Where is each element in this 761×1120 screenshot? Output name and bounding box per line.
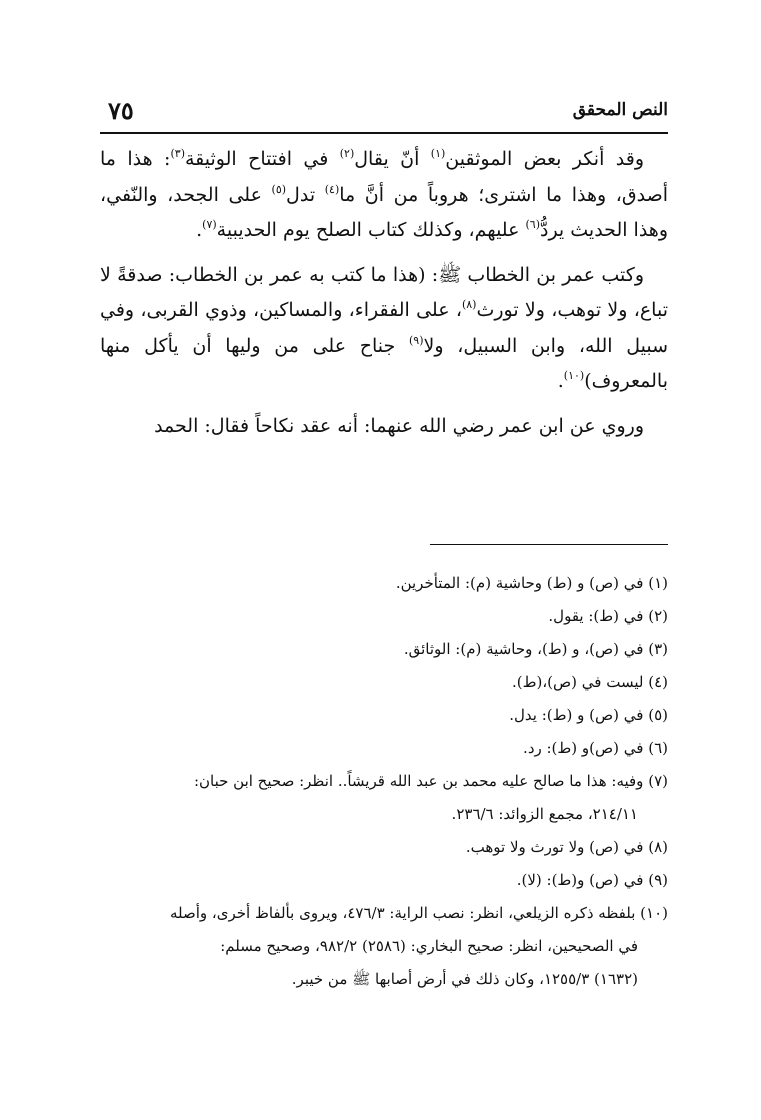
text-run: عليهم، وكذلك كتاب الصلح يوم الحديبية bbox=[216, 219, 526, 241]
footnotes bbox=[100, 567, 668, 996]
footnote: (٣) في (ص)، و (ط)، وحاشية (م): الوثائق. bbox=[403, 640, 668, 658]
text-run: تدل bbox=[286, 183, 325, 206]
footnote: (٧) وفيه: هذا ما صالح عليه محمد بن عبد الله قريشاً.. انظر: صحيح ابن حبان: ٢١٤/١١، مجمع الزوائد: ٢٣٦/٦. bbox=[100, 765, 668, 831]
text-run: : هذا ما أصدق، وهذا ما اشترى؛ هروباً من أنَّ ما bbox=[100, 148, 669, 206]
paragraph bbox=[100, 258, 668, 400]
footnote: (٨) في (ص) ولا تورث ولا توهب. bbox=[465, 838, 668, 856]
footnote: (١٠) بلفظه ذكره الزيلعي، انظر: نصب الراية: ٤٧٦/٣، ويروى بألفاظ أخرى، وأصله في الصحيحين، انظر: صحيح البخاري: (٢٥٨٦) ٩٨٢/٢، وصحيح مسلم: (١٦٣٢) ١٢٥٥/٣، وكان ذلك في أرض أصابها ﷺ من خيبر. bbox=[100, 897, 668, 996]
footnote-ref: (١) bbox=[430, 147, 446, 160]
footnote-continuation: (١٦٣٢) ١٢٥٥/٣، وكان ذلك في أرض أصابها ﷺ من خيبر. bbox=[291, 970, 638, 988]
text-run: جناح على من وليها أن يأكل منها بالمعروف) bbox=[100, 334, 668, 392]
page-number: ٧٥ bbox=[108, 96, 134, 125]
page-header bbox=[100, 96, 668, 134]
footnote-ref: (٤) bbox=[324, 182, 340, 196]
footnote-ref: (٥) bbox=[271, 182, 287, 196]
footnote-ref: (١٠) bbox=[563, 369, 585, 382]
page-title: النص المحقق bbox=[572, 100, 668, 120]
footnote-separator bbox=[430, 544, 668, 545]
footnote-ref: (٧) bbox=[202, 218, 217, 231]
main-text bbox=[100, 142, 668, 444]
footnote: (٦) في (ص)و (ط): رد. bbox=[523, 739, 668, 757]
paragraph bbox=[100, 409, 668, 445]
text-run: . bbox=[557, 370, 564, 392]
footnote-ref: (٦) bbox=[525, 218, 540, 231]
text-run: وكتب عمر بن الخطاب ﷺ: (هذا ما كتب به عمر بن الخطاب: صدقةً لا تباع، ولا توهب، ولا تورث bbox=[100, 263, 668, 321]
footnote: (٢) في (ط): يقول. bbox=[548, 607, 668, 625]
footnote-continuation: في الصحيحين، انظر: صحيح البخاري: (٢٥٨٦) ٩٨٢/٢، وصحيح مسلم: bbox=[220, 937, 638, 955]
footnote-ref: (٨) bbox=[461, 298, 477, 311]
footnote-ref: (٣) bbox=[170, 147, 185, 160]
text-run: . bbox=[196, 219, 203, 241]
footnote: (٩) في (ص) و(ط): (لا). bbox=[516, 871, 668, 889]
text-run: وقد أنكر بعض الموثقين bbox=[445, 148, 644, 170]
text-run: في افتتاح الوثيقة bbox=[184, 148, 340, 170]
paragraph bbox=[100, 142, 668, 249]
text-run: ، على الفقراء، والمساكين، وذوي القربى، وفي سبيل الله، وابن السبيل، ولا bbox=[100, 299, 668, 357]
footnote: (١) في (ص) و (ط) وحاشية (م): المتأخرين. bbox=[395, 574, 668, 592]
footnote: (٤) ليست في (ص)،(ط). bbox=[511, 673, 668, 691]
text-run: على الجحد، والنّفي، وهذا الحديث يردُّ bbox=[100, 183, 668, 241]
text-run: وروي عن ابن عمر رضي الله عنهما: أنه عقد نكاحاً فقال: الحمد bbox=[154, 414, 644, 437]
text-run: أنّ يقال bbox=[354, 148, 431, 170]
footnote-continuation: ٢١٤/١١، مجمع الزوائد: ٢٣٦/٦. bbox=[451, 805, 638, 823]
footnote-ref: (٩) bbox=[409, 333, 424, 347]
footnote-ref: (٢) bbox=[339, 147, 355, 160]
footnote: (٥) في (ص) و (ط): يدل. bbox=[509, 706, 668, 724]
